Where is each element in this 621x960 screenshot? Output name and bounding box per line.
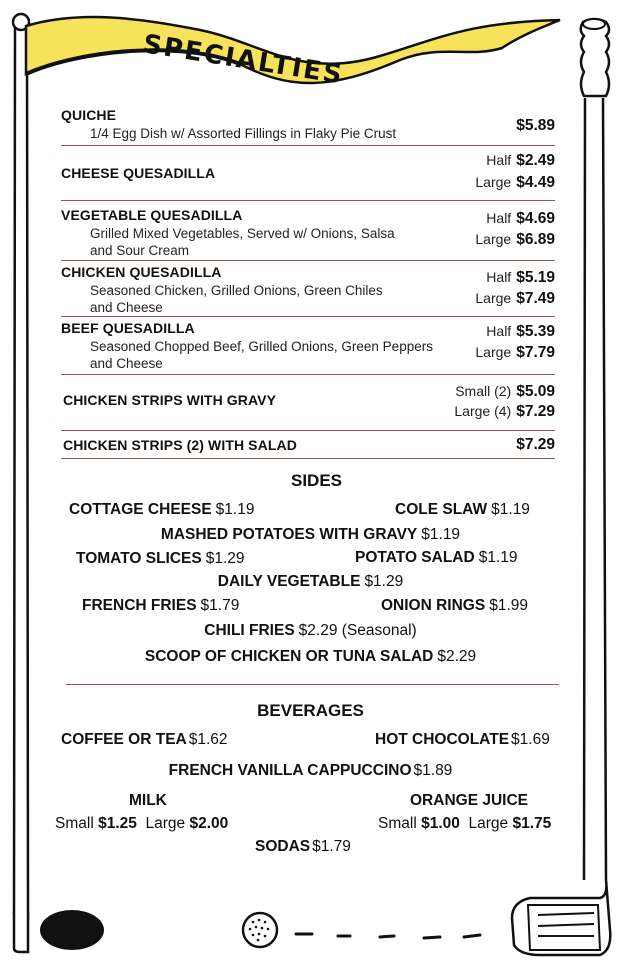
beverage-name: ORANGE JUICE [410,792,528,809]
item-price: $7.29 [516,403,555,420]
item-price: $5.09 [516,383,555,400]
side-price: $1.29 [205,550,245,567]
beverage-prices: Small $1.00 Large $1.75 [378,815,552,832]
item-price: $7.79 [516,344,555,361]
golf-hole-icon [40,910,104,950]
beverage-item [255,838,351,856]
sides-heading: SIDES [290,471,343,490]
item-name: CHICKEN QUESADILLA [61,264,222,280]
divider [61,458,555,459]
side-item [69,501,254,519]
size-label: Large [475,174,512,190]
beverage-item [375,731,550,749]
item-price: $2.49 [516,152,555,169]
side-item [0,648,621,666]
side-item [0,573,621,591]
side-item [0,526,621,544]
divider [61,430,555,431]
side-price: $1.19 [421,526,461,543]
side-item [355,549,518,567]
side-item [395,501,530,519]
item-price: $7.29 [516,436,555,453]
side-name: COLE SLAW [395,501,488,518]
side-name: ONION RINGS [381,597,486,614]
side-name: COTTAGE CHEESE [69,501,212,518]
size-label: Small (2) [455,383,512,399]
size-label: Large [475,290,512,306]
item-price: $4.69 [516,210,555,227]
side-name: CHILI FRIES [204,622,295,639]
side-price: $1.99 [489,597,528,614]
item-name: BEEF QUESADILLA [61,320,195,336]
item-description-line: and Sour Cream [90,243,190,258]
banner-title: SPECIALTIES [140,29,346,91]
beverage-prices: Small $1.25 Large $2.00 [55,815,229,832]
item-name: QUICHE [61,107,117,123]
side-price: $2.29 [437,648,477,665]
beverages-heading: BEVERAGES [257,701,364,720]
putt-path-icon [296,934,480,938]
flag-pole-icon [13,14,29,918]
size-label: Large [475,231,512,247]
item-name: VEGETABLE QUESADILLA [61,207,243,223]
side-price: $1.19 [478,549,518,566]
beverage-name: SODAS [255,838,311,855]
beverage-name: MILK [129,792,167,809]
beverage-price: $1.89 [413,762,453,779]
beverage-price: $1.79 [312,838,351,855]
beverage-name: COFFEE OR TEA [61,731,187,748]
divider [61,374,555,375]
side-name: MASHED POTATOES WITH GRAVY [160,526,418,543]
side-item [76,550,245,568]
item-name: CHICKEN STRIPS (2) WITH SALAD [63,437,297,453]
golf-ball-icon [243,913,277,947]
side-name: SCOOP OF CHICKEN OR TUNA SALAD [144,648,434,665]
side-name: TOMATO SLICES [76,550,202,567]
size-label: Large (4) [454,403,512,419]
item-description-line: Seasoned Chopped Beef, Grilled Onions, Green Peppers [90,339,433,354]
size-label: Half [486,269,512,285]
beverage-price: $1.69 [511,731,550,748]
side-name: DAILY VEGETABLE [217,573,361,590]
beverage-name: FRENCH VANILLA CAPPUCCINO [168,762,412,779]
size-label: Half [486,323,512,339]
side-name: FRENCH FRIES [82,597,197,614]
size-label: Half [486,210,512,226]
beverage-name: HOT CHOCOLATE [375,731,510,748]
beverage-price: $1.62 [188,731,228,748]
size-label: Half [486,152,512,168]
beverage-item [0,762,621,780]
item-price: $7.49 [516,290,555,307]
side-price: $1.19 [491,501,530,518]
item-description: 1/4 Egg Dish w/ Assorted Fillings in Flaky Pie Crust [90,126,397,141]
item-description-line: and Cheese [90,300,163,315]
side-price: $1.29 [364,573,404,590]
item-description-line: Grilled Mixed Vegetables, Served w/ Onions, Salsa [90,226,395,241]
side-item [0,622,621,640]
side-price: $1.19 [215,501,255,518]
size-label: Large [475,344,512,360]
divider [61,145,555,146]
divider [61,316,555,317]
item-name: CHICKEN STRIPS WITH GRAVY [63,392,277,408]
item-description-line: and Cheese [90,356,163,371]
item-price: $5.19 [516,269,555,286]
divider [61,200,555,201]
divider [66,684,559,685]
side-item [82,597,239,615]
item-price: $4.49 [516,174,555,191]
side-item [381,597,528,615]
item-price: $6.89 [516,231,555,248]
beverage-item [61,731,228,749]
side-name: POTATO SALAD [355,549,475,566]
item-name: CHEESE QUESADILLA [61,165,216,181]
item-description-line: Seasoned Chicken, Grilled Onions, Green Chiles [90,283,383,298]
divider [61,260,555,261]
side-price: $2.29 (Seasonal) [298,622,417,639]
side-price: $1.79 [200,597,240,614]
item-price: $5.39 [516,323,555,340]
item-price: $5.89 [516,117,555,134]
